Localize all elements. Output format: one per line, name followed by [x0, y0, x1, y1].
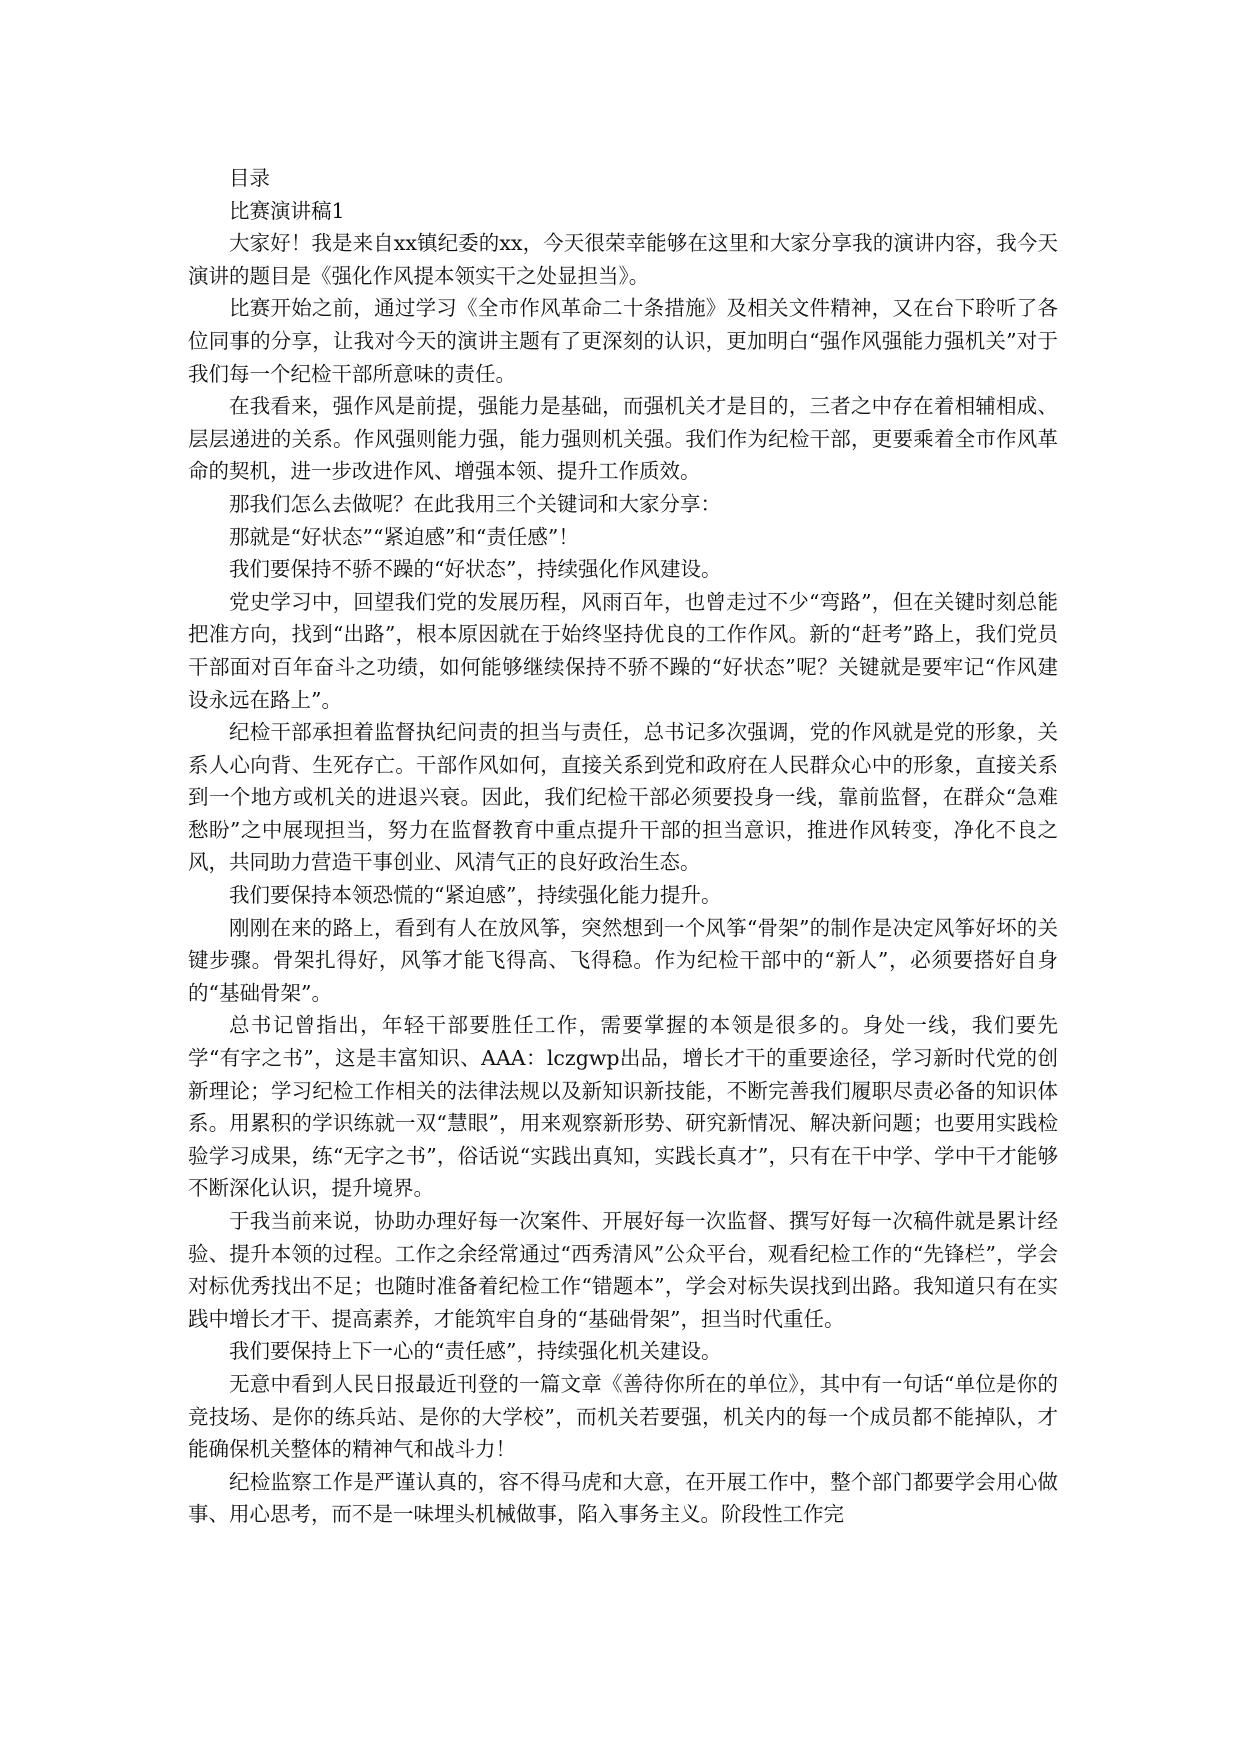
section-heading: 我们要保持本领恐慌的“紧迫感”，持续强化能力提升。	[229, 883, 722, 908]
paragraph: 那就是“好状态”“紧迫感”和“责任感”！	[229, 524, 579, 549]
speech-title: 比赛演讲稿1	[229, 198, 345, 223]
paragraph: 无意中看到人民日报最近刊登的一篇文章《善待你所在的单位》，其中有一句话“单位是你的竞技场、是你的练兵站、是你的大学校”，而机关若要强，机关内的每一个成员都不能掉队，才能确保机关整体的精神气和战斗力！	[188, 1371, 1058, 1462]
paragraph: 党史学习中，回望我们党的发展历程，风雨百年，也曾走过不少“弯路”，但在关键时刻总能把准方向，找到“出路”，根本原因就在于始终坚持优良的工作作风。新的“赶考”路上，我们党员干部面对百年奋斗之功绩，如何能够继续保持不骄不躁的“好状态”呢？关键就是要牢记“作风建设永远在路上”。	[188, 589, 1058, 712]
paragraph: 比赛开始之前，通过学习《全市作风革命二十条措施》及相关文件精神，又在台下聆听了各位同事的分享，让我对今天的演讲主题有了更深刻的认识，更加明白“强作风强能力强机关”对于我们每一个纪检干部所意味的责任。	[188, 296, 1058, 386]
paragraph: 纪检监察工作是严谨认真的，容不得马虎和大意，在开展工作中，整个部门都要学会用心做事、用心思考，而不是一味埋头机械做事，陷入事务主义。阶段性工作完	[188, 1469, 1058, 1527]
paragraph: 在我看来，强作风是前提，强能力是基础，而强机关才是目的，三者之中存在着相辅相成、层层递进的关系。作风强则能力强，能力强则机关强。我们作为纪检干部，更要乘着全市作风革命的契机，进一步改进作风、增强本领、提升工作质效。	[188, 394, 1058, 484]
document-body	[188, 162, 1058, 1531]
paragraph: 刚刚在来的路上，看到有人在放风筝，突然想到一个风筝“骨架”的制作是决定风筝好坏的关键步骤。骨架扎得好，风筝才能飞得高、飞得稳。作为纪检干部中的“新人”，必须要搭好自身的“基础骨架”。	[188, 915, 1058, 1005]
paragraph: 于我当前来说，协助办理好每一次案件、开展好每一次监督、撰写好每一次稿件就是累计经验、提升本领的过程。工作之余经常通过“西秀清风”公众平台，观看纪检工作的“先锋栏”，学会对标优秀找出不足；也随时准备着纪检工作“错题本”，学会对标失误找到出路。我知道只有在实践中增长才干、提高素养，才能筑牢自身的“基础骨架”，担当时代重任。	[188, 1209, 1058, 1331]
paragraph: 总书记曾指出，年轻干部要胜任工作，需要掌握的本领是很多的。身处一线，我们要先学“有字之书”，这是丰富知识、AAA：lczgwp出品，增长才干的重要途径，学习新时代党的创新理论；学习纪检工作相关的法律法规以及新知识新技能，不断完善我们履职尽责必备的知识体系。用累积的学识练就一双“慧眼”，用来观察新形势、研究新情况、解决新问题；也要用实践检验学习成果，练“无字之书”，俗话说“实践出真知，实践长真才”，只有在干中学、学中干才能够不断深化认识，提升境界。	[188, 1013, 1058, 1201]
paragraph: 大家好！我是来自xx镇纪委的xx，今天很荣幸能够在这里和大家分享我的演讲内容，我今天演讲的题目是《强化作风提本领实干之处显担当》。	[188, 231, 1058, 288]
section-heading: 我们要保持上下一心的“责任感”，持续强化机关建设。	[229, 1339, 722, 1364]
paragraph: 纪检干部承担着监督执纪问责的担当与责任，总书记多次强调，党的作风就是党的形象，关系人心向背、生死存亡。干部作风如何，直接关系到党和政府在人民群众心中的形象，直接关系到一个地方或机关的进退兴衰。因此，我们纪检干部必须要投身一线，靠前监督，在群众“急难愁盼”之中展现担当，努力在监督教育中重点提升干部的担当意识，推进作风转变，净化不良之风，共同助力营造干事创业、风清气正的良好政治生态。	[188, 720, 1058, 875]
paragraph: 那我们怎么去做呢？在此我用三个关键词和大家分享：	[229, 491, 721, 516]
toc-heading: 目录	[229, 166, 270, 190]
section-heading: 我们要保持不骄不躁的“好状态”，持续强化作风建设。	[229, 557, 722, 582]
